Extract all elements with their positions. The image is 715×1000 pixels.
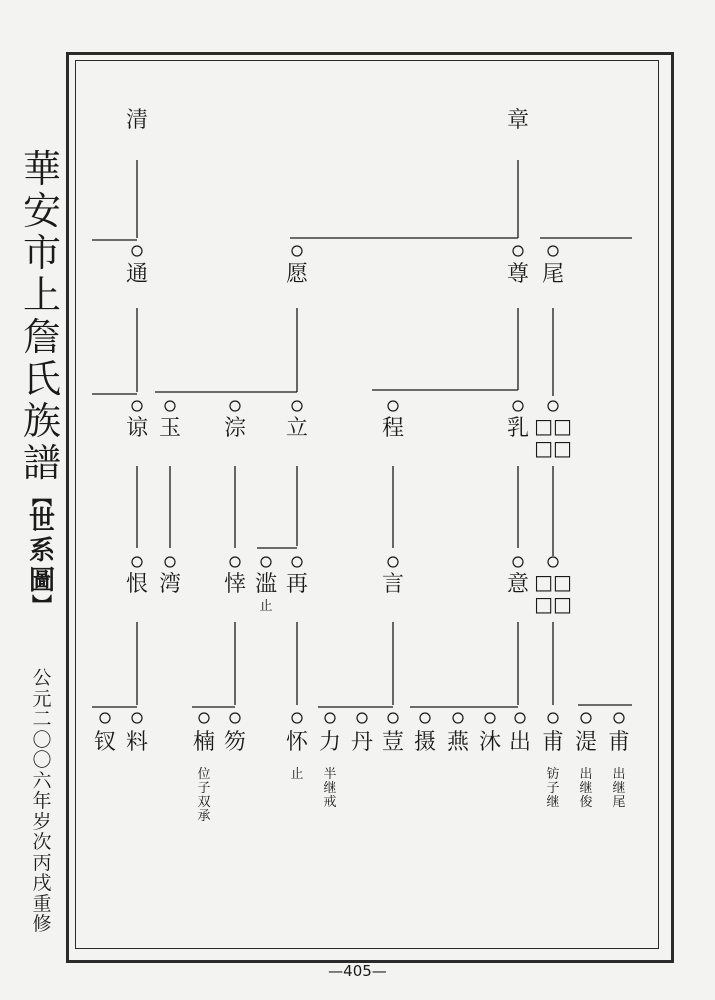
person-note: 钫 子 继 — [546, 767, 560, 810]
person-name: 章 — [506, 108, 529, 133]
person-name-unknown: □□ — [534, 436, 572, 460]
section-label: ︻ 世 系 圖 ︼ — [28, 485, 55, 617]
person-name: 恨 — [125, 572, 148, 597]
person-name: 料 — [125, 730, 148, 755]
person-name: 甫 — [541, 730, 564, 755]
person-name: 通 — [125, 262, 148, 287]
person-name: 沐 — [478, 730, 501, 755]
person-name-unknown: □□ — [534, 414, 572, 438]
person-name: 湜 — [574, 730, 597, 755]
person-name-unknown: □□ — [534, 570, 572, 594]
person-note: 止 — [290, 767, 304, 782]
person-name: 摄 — [413, 730, 436, 755]
person-name: 再 — [285, 572, 308, 597]
person-name: 尊 — [506, 262, 529, 287]
person-name: 玉 — [158, 416, 181, 441]
person-name: 立 — [285, 416, 308, 441]
side-title: 華 安 市 上 詹 氏 族 譜 — [22, 147, 61, 485]
person-name: 力 — [318, 730, 341, 755]
person-name: 湾 — [158, 572, 181, 597]
person-name: 悻 — [223, 572, 246, 597]
person-name: 燕 — [446, 730, 469, 755]
person-note: 位 子 双 承 — [197, 767, 211, 824]
person-name: 程 — [381, 416, 404, 441]
person-name: 愿 — [285, 262, 308, 287]
person-name: 荳 — [381, 730, 404, 755]
person-name: 谅 — [125, 416, 148, 441]
person-note: 半 继 戒 — [323, 767, 337, 810]
person-name: 怀 — [285, 730, 308, 755]
person-name: 笏 — [223, 730, 246, 755]
person-name: 清 — [125, 108, 148, 133]
page-number: —405— — [328, 962, 387, 980]
person-note: 止 — [259, 599, 273, 614]
person-name: 尾 — [541, 262, 564, 287]
person-name: 出 — [508, 730, 531, 755]
person-name: 言 — [381, 572, 404, 597]
edition-note: 公 元 二 〇 〇 六 年 岁 次 丙 戌 重 修 — [32, 667, 52, 935]
person-name: 淙 — [223, 416, 246, 441]
person-name: 丹 — [350, 730, 373, 755]
person-name: 钗 — [93, 730, 116, 755]
person-name: 乳 — [506, 416, 529, 441]
person-note: 出 继 俊 — [579, 767, 593, 810]
person-name-unknown: □□ — [534, 592, 572, 616]
person-name: 滥 — [254, 572, 277, 597]
person-note: 出 继 尾 — [612, 767, 626, 810]
person-name: 楠 — [192, 730, 215, 755]
person-name: 甫 — [607, 730, 630, 755]
person-name: 意 — [506, 572, 529, 597]
